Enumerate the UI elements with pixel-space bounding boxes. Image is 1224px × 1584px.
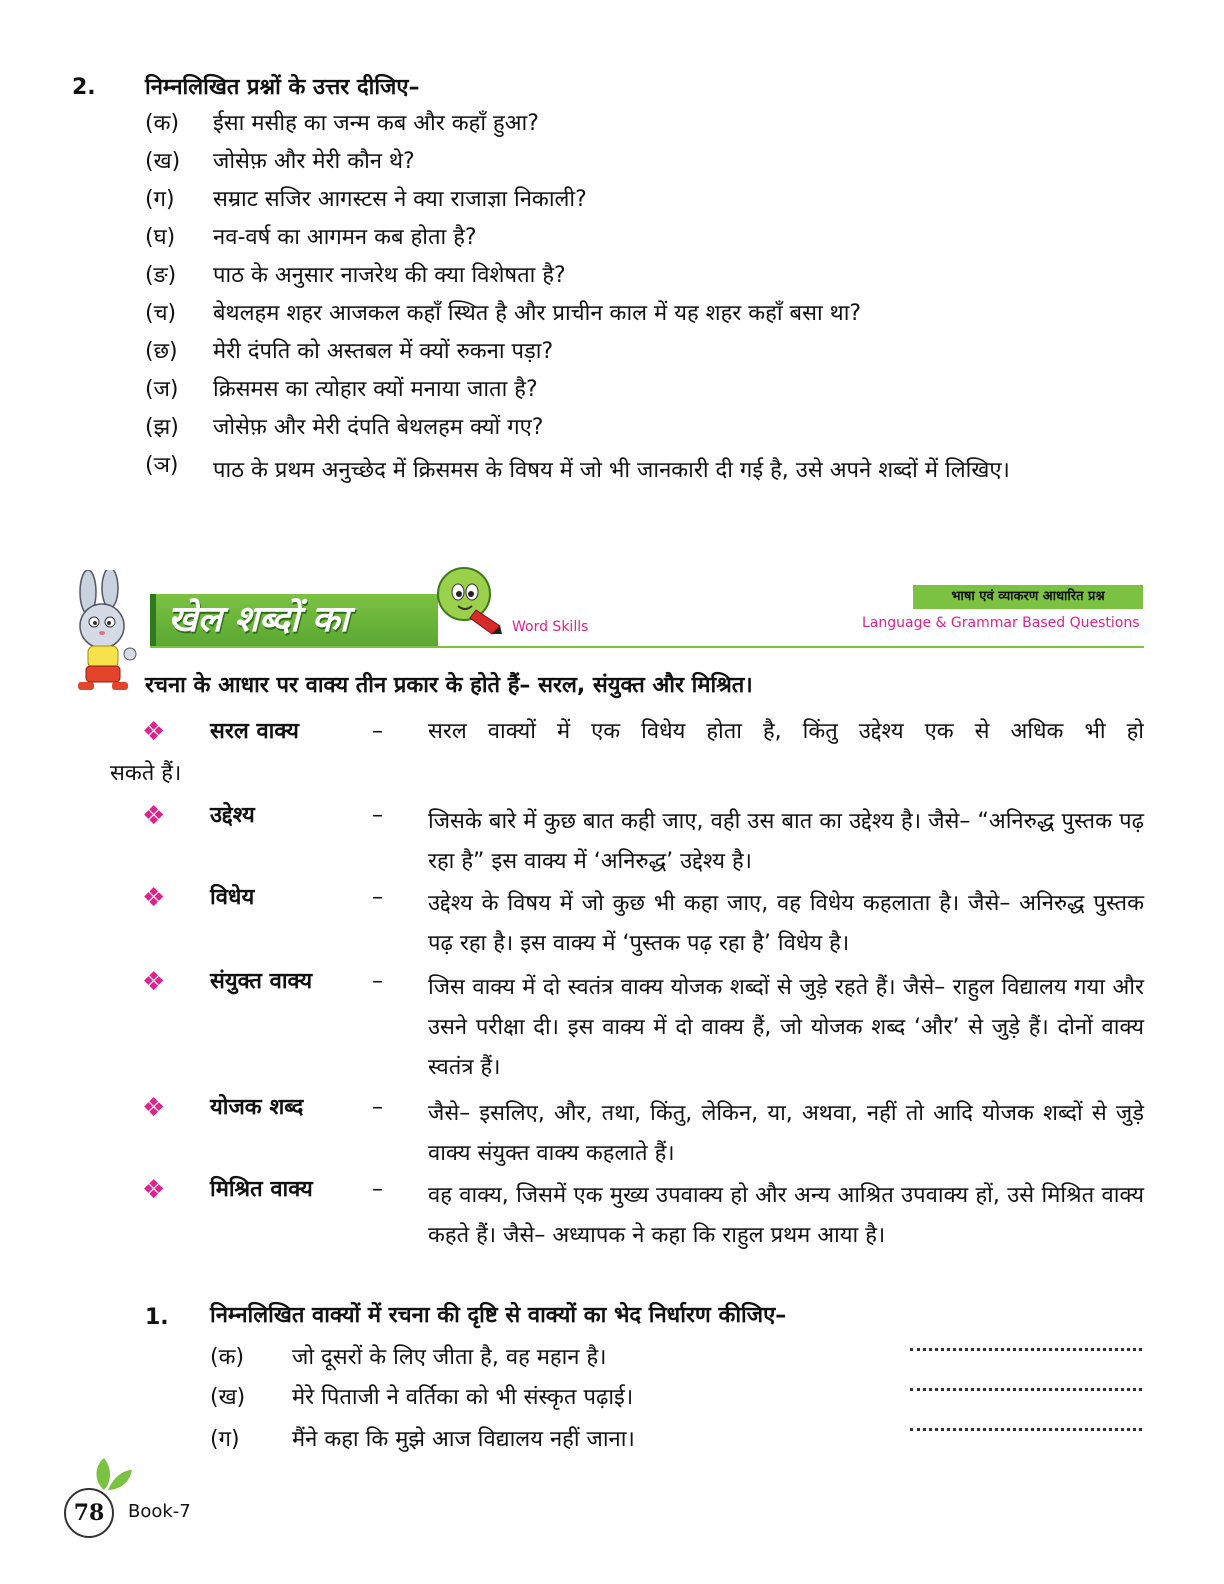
definition-dash: – [372,885,383,910]
question-text: नव-वर्ष का आगमन कब होता है? [213,225,477,250]
question-label: (ञ) [145,453,179,478]
question-number: 2. [72,75,96,100]
definition-continuation: सकते हैं। [110,761,182,786]
exercise-label: (ग) [210,1427,240,1452]
question-label: (ज) [145,377,179,402]
exercise-label: (क) [210,1345,245,1370]
pencil-mascot-icon [432,562,504,636]
definition-dash: – [372,1095,383,1120]
definition-text: सरल वाक्यों में एक विधेय होता है, किंतु उद्देश्य एक से अधिक भी हो [428,719,1144,744]
question-label: (झ) [145,415,179,440]
section-heading: निम्नलिखित प्रश्नों के उत्तर दीजिए– [145,75,420,100]
exercise-text: मैंने कहा कि मुझे आज विद्यालय नहीं जाना। [292,1427,635,1452]
bullet-icon: ❖ [142,801,166,831]
exercise-number: 1. [145,1305,169,1330]
definition-dash: – [372,969,383,994]
definition-term: उद्देश्य [210,803,255,828]
question-label: (ख) [145,149,181,174]
definition-text: जिस वाक्य में दो स्वतंत्र वाक्य योजक शब्दों से जुड़े रहते हैं। जैसे– राहुल विद्यालय गया और उसने परीक्षा दी। इस वाक्य में दो वाक्य हैं, जो योजक शब्द ‘और’ से जुड़े हैं। दोनों वाक्य स्वतंत्र हैं। [428,975,1144,1080]
grammar-badge: भाषा एवं व्याकरण आधारित प्रश्न [913,585,1143,609]
question-text: जोसेफ़ और मेरी दंपति बेथलहम क्यों गए? [213,415,544,440]
banner-subtitle: Word Skills [512,619,589,635]
definition-text: जैसे– इसलिए, और, तथा, किंतु, लेकिन, या, अथवा, नहीं तो आदि योजक शब्दों से जुड़े वाक्य संयुक्त वाक्य कहलाते हैं। [428,1101,1144,1166]
book-label: Book-7 [128,1501,191,1522]
leaf-icon [90,1456,134,1492]
definition-text: वह वाक्य, जिसमें एक मुख्य उपवाक्य हो और अन्य आश्रित उपवाक्य हों, उसे मिश्रित वाक्य कहते हैं। जैसे– अध्यापक ने कहा कि राहुल प्रथम आया है। [428,1183,1144,1248]
intro-text: रचना के आधार पर वाक्य तीन प्रकार के होते हैं– सरल, संयुक्त और मिश्रित। [145,673,753,698]
definition-dash: – [372,803,383,828]
word-skills-banner: खेल शब्दों का [150,594,438,646]
question-label: (ङ) [145,263,177,288]
banner-underline [150,646,1144,648]
exercise-heading: निम्नलिखित वाक्यों में रचना की दृष्टि से वाक्यों का भेद निर्धारण कीजिए– [210,1303,787,1328]
question-text: सम्राट सजिर आगस्टस ने क्या राजाज्ञा निकाली? [213,187,587,212]
definition-term: मिश्रित वाक्य [210,1177,313,1202]
bullet-icon: ❖ [142,883,166,913]
answer-blank[interactable] [910,1388,1142,1391]
grammar-badge-english: Language & Grammar Based Questions [862,615,1140,631]
question-label: (छ) [145,339,178,364]
definition-term: योजक शब्द [210,1095,304,1120]
definition-text: जिसके बारे में कुछ बात कही जाए, वही उस बात का उद्देश्य है। जैसे– “अनिरुद्ध पुस्तक पढ़ रहा है” इस वाक्य में ‘अनिरुद्ध’ उद्देश्य है। [428,809,1144,874]
question-text: पाठ के प्रथम अनुच्छेद में क्रिसमस के विषय में जो भी जानकारी दी गई है, उसे अपने शब्दों में लिखिए। [213,458,1010,483]
bullet-icon: ❖ [142,967,166,997]
definition-dash: – [372,1177,383,1202]
question-label: (ग) [145,187,175,212]
answer-blank[interactable] [910,1428,1142,1431]
question-label: (च) [145,301,177,326]
rabbit-mascot-icon [64,570,148,700]
bullet-icon: ❖ [142,717,166,747]
page-number: 78 [64,1488,114,1538]
definition-text: उद्देश्य के विषय में जो कुछ भी कहा जाए, वह विधेय कहलाता है। जैसे– अनिरुद्ध पुस्तक पढ़ रहा है। इस वाक्य में ‘पुस्तक पढ़ रहा है’ विधेय है। [428,891,1144,956]
definition-term: सरल वाक्य [210,719,299,744]
question-text: क्रिसमस का त्योहार क्यों मनाया जाता है? [213,377,538,402]
question-text: पाठ के अनुसार नाजरेथ की क्या विशेषता है? [213,263,566,288]
exercise-text: मेरे पिताजी ने वर्तिका को भी संस्कृत पढ़ाई। [292,1385,634,1410]
question-text: ईसा मसीह का जन्म कब और कहाँ हुआ? [213,111,539,136]
answer-blank[interactable] [910,1348,1142,1351]
question-label: (क) [145,111,180,136]
bullet-icon: ❖ [142,1175,166,1205]
question-text: बेथलहम शहर आजकल कहाँ स्थित है और प्राचीन काल में यह शहर कहाँ बसा था? [213,301,862,326]
question-text: मेरी दंपति को अस्तबल में क्यों रुकना पड़ा? [213,339,554,364]
definition-term: विधेय [210,885,255,910]
definition-dash: – [372,719,383,744]
exercise-text: जो दूसरों के लिए जीता है, वह महान है। [292,1345,607,1370]
question-text: जोसेफ़ और मेरी कौन थे? [213,149,415,174]
question-label: (घ) [145,225,176,250]
exercise-label: (ख) [210,1385,246,1410]
bullet-icon: ❖ [142,1093,166,1123]
definition-term: संयुक्त वाक्य [210,969,313,994]
